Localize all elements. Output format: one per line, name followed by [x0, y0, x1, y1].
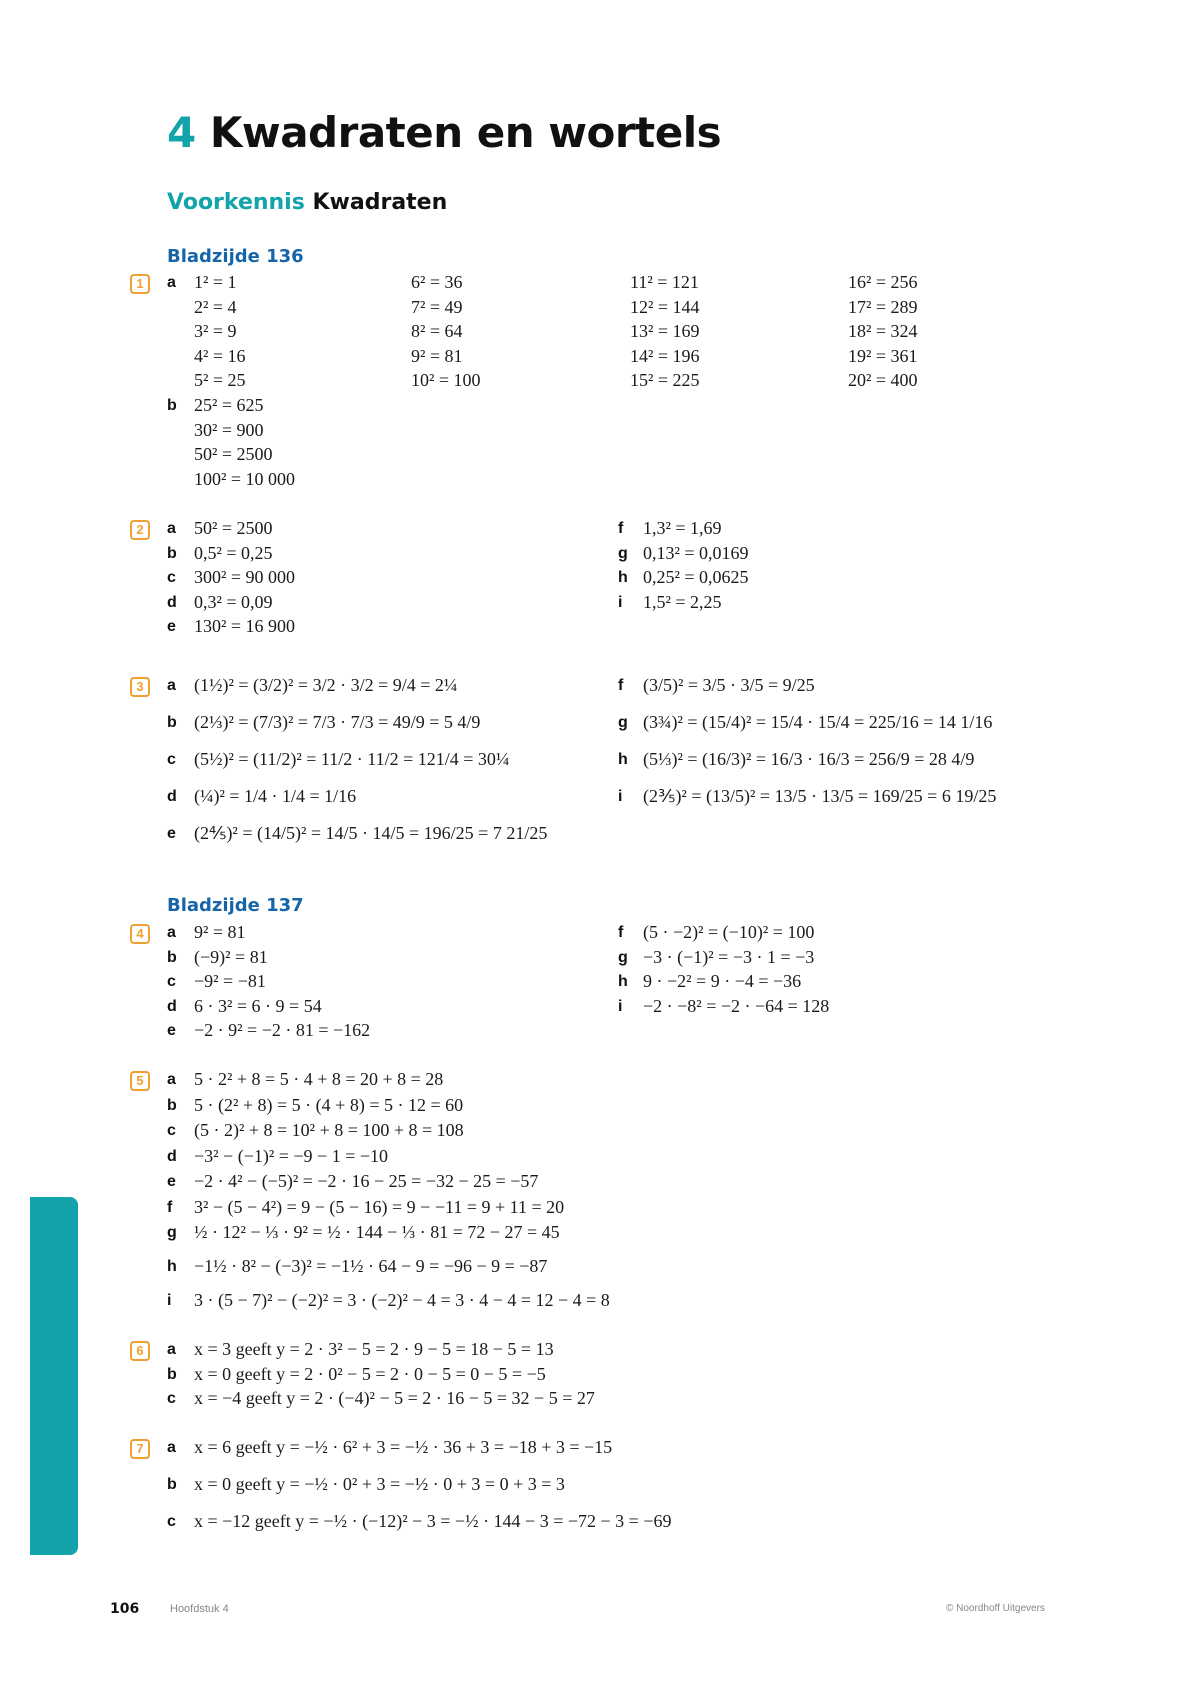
answer-line: −1½ · 8² − (−3)² = −1½ · 64 − 9 = −96 − 9 = −87: [194, 1256, 548, 1276]
answer-line: 1,5² = 2,25: [643, 591, 722, 612]
part-letter: h: [618, 973, 628, 991]
answer-line: x = −12 geeft y = −½ · (−12)² − 3 = −½ · 144 − 3 = −72 − 3 = −69: [194, 1511, 672, 1531]
answer-line: (1½)² = (3/2)² = 3/2 · 3/2 = 9/4 = 2¼: [194, 675, 458, 695]
exercise-number: 1: [130, 274, 150, 294]
part-letter: f: [618, 924, 624, 941]
answer-line: 14² = 196: [630, 345, 700, 366]
answer-line: 12² = 144: [630, 296, 700, 317]
part-letter: h: [618, 751, 628, 768]
answer-line: (−9)² = 81: [194, 946, 268, 967]
part-letter: g: [618, 714, 628, 731]
answer-line: 5 · 2² + 8 = 5 · 4 + 8 = 20 + 8 = 28: [194, 1069, 444, 1089]
part-letter: h: [618, 569, 628, 587]
answer-line: −2 · −8² = −2 · −64 = 128: [643, 995, 830, 1016]
answer-line: (5 · −2)² = (−10)² = 100: [643, 922, 815, 942]
answer-line: 25² = 625: [194, 395, 264, 415]
answer-line: (¼)² = 1/4 · 1/4 = 1/16: [194, 786, 357, 806]
answer-line: 0,5² = 0,25: [194, 542, 273, 563]
section-title-text: Kwadraten: [312, 190, 448, 215]
part-letter: g: [618, 544, 628, 562]
part-letter: i: [167, 1292, 172, 1309]
answer-line: 9 · −2² = 9 · −4 = −36: [643, 971, 802, 992]
answer-line: (5⅓)² = (16/3)² = 16/3 · 16/3 = 256/9 = 28 4/9: [643, 749, 975, 769]
part-letter: f: [167, 1198, 173, 1216]
exercise-number: 7: [130, 1439, 150, 1459]
part-letter: b: [167, 1476, 177, 1493]
part-letter: g: [618, 948, 628, 966]
answer-line: 3² − (5 − 4²) = 9 − (5 − 16) = 9 − −11 = 9 + 11 = 20: [194, 1196, 565, 1217]
part-letter: a: [167, 274, 176, 291]
part-letter: b: [167, 1365, 177, 1383]
part-letter: c: [167, 973, 176, 991]
part-letter: c: [167, 751, 176, 768]
answer-line: −2 · 9² = −2 · 81 = −162: [194, 1020, 371, 1041]
answer-line: 0,13² = 0,0169: [643, 542, 749, 563]
chapter-title: [167, 108, 721, 157]
part-letter: b: [167, 948, 177, 966]
part-letter: i: [618, 997, 623, 1015]
answer-line: (5½)² = (11/2)² = 11/2 · 11/2 = 121/4 = 30¼: [194, 749, 510, 769]
answer-line: 9² = 81: [411, 345, 463, 366]
answer-line: 7² = 49: [411, 296, 463, 317]
answer-line: 17² = 289: [848, 296, 918, 317]
answer-line: 18² = 324: [848, 321, 918, 342]
answer-line: 0,3² = 0,09: [194, 591, 273, 612]
part-letter: d: [167, 997, 177, 1015]
part-letter: b: [167, 397, 177, 414]
part-letter: a: [167, 1439, 176, 1456]
answer-line: x = 6 geeft y = −½ · 6² + 3 = −½ · 36 + 3 = −18 + 3 = −15: [194, 1437, 613, 1457]
part-letter: i: [618, 788, 623, 805]
part-letter: i: [618, 593, 623, 611]
part-letter: c: [167, 1122, 176, 1139]
answer-line: 30² = 900: [194, 419, 264, 440]
part-letter: b: [167, 544, 177, 562]
chapter-title-text: Kwadraten en wortels: [209, 108, 722, 157]
answer-line: 15² = 225: [630, 370, 700, 391]
answer-line: (3¾)² = (15/4)² = 15/4 · 15/4 = 225/16 = 14 1/16: [643, 712, 993, 732]
part-letter: a: [167, 1071, 176, 1088]
answer-line: 9² = 81: [194, 922, 246, 942]
part-letter: d: [167, 788, 177, 805]
answer-line: ½ · 12² − ⅓ · 9² = ½ · 144 − ⅓ · 81 = 72 − 27 = 45: [194, 1222, 560, 1242]
answer-line: 5² = 25: [194, 370, 246, 391]
exercise-number: 2: [130, 520, 150, 540]
chapter-number: 4: [167, 108, 196, 157]
side-tab: [30, 1197, 78, 1555]
answer-line: (2⅘)² = (14/5)² = 14/5 · 14/5 = 196/25 = 7 21/25: [194, 823, 548, 843]
answer-line: (2⅗)² = (13/5)² = 13/5 · 13/5 = 169/25 = 6 19/25: [643, 786, 997, 806]
answer-line: 20² = 400: [848, 370, 918, 391]
part-letter: a: [167, 677, 176, 694]
answer-line: 6² = 36: [411, 272, 463, 292]
part-letter: f: [618, 520, 624, 537]
part-letter: e: [167, 825, 176, 842]
page-ref-137: Bladzijde 137: [167, 895, 304, 916]
part-letter: b: [167, 1096, 177, 1114]
part-letter: a: [167, 520, 176, 537]
answer-line: 130² = 16 900: [194, 616, 296, 637]
answer-line: x = 0 geeft y = −½ · 0² + 3 = −½ · 0 + 3 = 0 + 3 = 3: [194, 1474, 565, 1494]
answer-line: 0,25² = 0,0625: [643, 567, 749, 588]
part-letter: b: [167, 714, 177, 731]
answer-line: 1,3² = 1,69: [643, 518, 722, 538]
answer-line: 2² = 4: [194, 296, 237, 317]
answer-line: x = 0 geeft y = 2 · 0² − 5 = 2 · 0 − 5 = 0 − 5 = −5: [194, 1363, 546, 1384]
answer-line: −9² = −81: [194, 971, 266, 992]
answer-line: (2⅓)² = (7/3)² = 7/3 · 7/3 = 49/9 = 5 4/9: [194, 712, 481, 732]
answer-line: 13² = 169: [630, 321, 700, 342]
answer-line: 1² = 1: [194, 272, 237, 292]
answer-line: 10² = 100: [411, 370, 481, 391]
part-letter: d: [167, 1147, 177, 1165]
answer-line: 100² = 10 000: [194, 468, 296, 489]
answer-line: 6 · 3² = 6 · 9 = 54: [194, 995, 322, 1016]
footer-chapter: Hoofdstuk 4: [170, 1603, 229, 1615]
answer-line: (3/5)² = 3/5 · 3/5 = 9/25: [643, 675, 815, 695]
answer-line: 4² = 16: [194, 345, 246, 366]
exercise-number: 4: [130, 924, 150, 944]
answer-line: 16² = 256: [848, 272, 918, 292]
part-letter: c: [167, 1390, 176, 1408]
answer-line: 11² = 121: [630, 272, 699, 292]
exercise-number: 5: [130, 1071, 150, 1091]
answer-line: −3 · (−1)² = −3 · 1 = −3: [643, 946, 815, 967]
answer-line: 3 · (5 − 7)² − (−2)² = 3 · (−2)² − 4 = 3 · 4 − 4 = 12 − 4 = 8: [194, 1290, 610, 1310]
part-letter: a: [167, 924, 176, 941]
part-letter: e: [167, 1173, 176, 1190]
part-letter: d: [167, 593, 177, 611]
section-lead: Voorkennis: [167, 190, 305, 215]
footer-copyright: © Noordhoff Uitgevers: [946, 1603, 1045, 1614]
answer-line: 3² = 9: [194, 321, 237, 342]
answer-line: (5 · 2)² + 8 = 10² + 8 = 100 + 8 = 108: [194, 1120, 464, 1140]
section-title: [167, 190, 447, 215]
answer-line: 300² = 90 000: [194, 567, 296, 588]
footer-page-number: 106: [110, 1601, 140, 1617]
page-ref-136: Bladzijde 136: [167, 246, 304, 267]
part-letter: a: [167, 1341, 176, 1358]
part-letter: e: [167, 1022, 176, 1040]
answer-line: 50² = 2500: [194, 444, 273, 465]
answer-line: −2 · 4² − (−5)² = −2 · 16 − 25 = −32 − 25 = −57: [194, 1171, 539, 1191]
answer-line: 8² = 64: [411, 321, 463, 342]
part-letter: e: [167, 618, 176, 636]
answer-line: −3² − (−1)² = −9 − 1 = −10: [194, 1145, 388, 1166]
answer-line: 19² = 361: [848, 345, 918, 366]
part-letter: h: [167, 1258, 177, 1275]
answer-line: 50² = 2500: [194, 518, 273, 538]
part-letter: g: [167, 1224, 177, 1241]
answer-line: x = −4 geeft y = 2 · (−4)² − 5 = 2 · 16 − 5 = 32 − 5 = 27: [194, 1388, 595, 1409]
exercise-number: 3: [130, 677, 150, 697]
exercise-number: 6: [130, 1341, 150, 1361]
answer-line: x = 3 geeft y = 2 · 3² − 5 = 2 · 9 − 5 = 18 − 5 = 13: [194, 1339, 554, 1359]
part-letter: c: [167, 1513, 176, 1530]
part-letter: c: [167, 569, 176, 587]
answer-line: 5 · (2² + 8) = 5 · (4 + 8) = 5 · 12 = 60: [194, 1094, 464, 1115]
part-letter: f: [618, 677, 624, 694]
